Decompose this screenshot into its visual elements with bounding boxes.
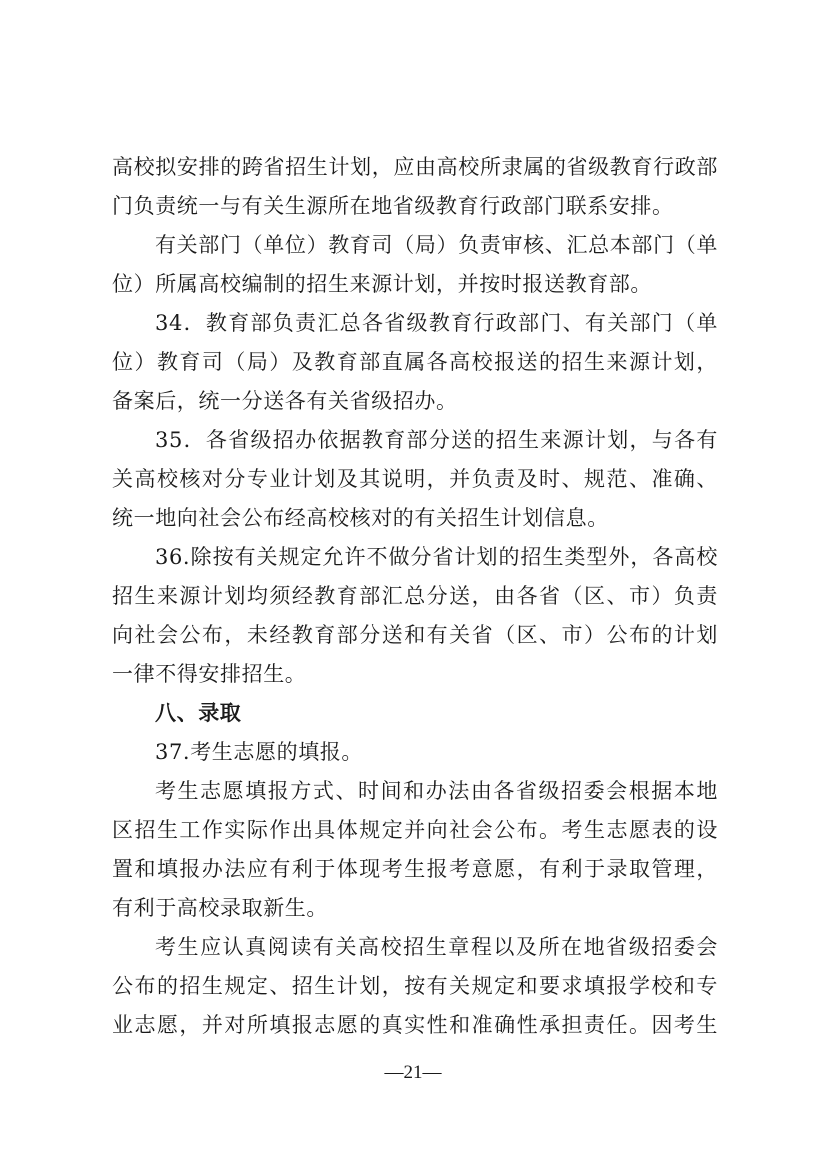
body-line-2: 门负责统一与有关生源所在地省级教育行政部门联系安排。 <box>112 194 674 218</box>
body-line-9: 关高校核对分专业计划及其说明，并负责及时、规范、准确、 <box>112 467 718 491</box>
body-line-3: 有关部门（单位）教育司（局）负责审核、汇总本部门（单 <box>155 233 718 257</box>
body-line-4: 位）所属高校编制的招生来源计划，并按时报送教育部。 <box>112 272 652 296</box>
body-line-12: 招生来源计划均须经教育部汇总分送，由各省（区、市）负责 <box>112 584 718 608</box>
body-line-8: 35．各省级招办依据教育部分送的招生来源计划，与各有 <box>155 428 718 452</box>
body-line-22: 公布的招生规定、招生计划，按有关规定和要求填报学校和专 <box>112 974 718 998</box>
subsection-title: 37.考生志愿的填报。 <box>155 740 363 764</box>
section-heading: 八、录取 <box>155 701 242 725</box>
page-number: —21— <box>384 1062 442 1083</box>
body-line-13: 向社会公布，未经教育部分送和有关省（区、市）公布的计划 <box>112 623 718 647</box>
body-line-21: 考生应认真阅读有关高校招生章程以及所在地省级招委会 <box>155 935 718 959</box>
body-line-14: 一律不得安排招生。 <box>112 662 307 686</box>
body-line-18: 区招生工作实际作出具体规定并向社会公布。考生志愿表的设 <box>112 818 718 842</box>
body-line-23: 业志愿，并对所填报志愿的真实性和准确性承担责任。因考生 <box>112 1013 718 1037</box>
body-line-20: 有利于高校录取新生。 <box>112 896 328 920</box>
body-line-10: 统一地向社会公布经高校核对的有关招生计划信息。 <box>112 506 609 530</box>
body-line-19: 置和填报办法应有利于体现考生报考意愿，有利于录取管理， <box>112 857 718 881</box>
body-line-5: 34．教育部负责汇总各省级教育行政部门、有关部门（单 <box>155 311 718 335</box>
body-line-1: 高校拟安排的跨省招生计划，应由高校所隶属的省级教育行政部 <box>112 155 718 179</box>
body-line-6: 位）教育司（局）及教育部直属各高校报送的招生来源计划， <box>112 350 718 374</box>
body-line-7: 备案后，统一分送各有关省级招办。 <box>112 389 458 413</box>
body-line-17: 考生志愿填报方式、时间和办法由各省级招委会根据本地 <box>155 779 718 803</box>
body-line-11: 36.除按有关规定允许不做分省计划的招生类型外，各高校 <box>155 545 718 569</box>
